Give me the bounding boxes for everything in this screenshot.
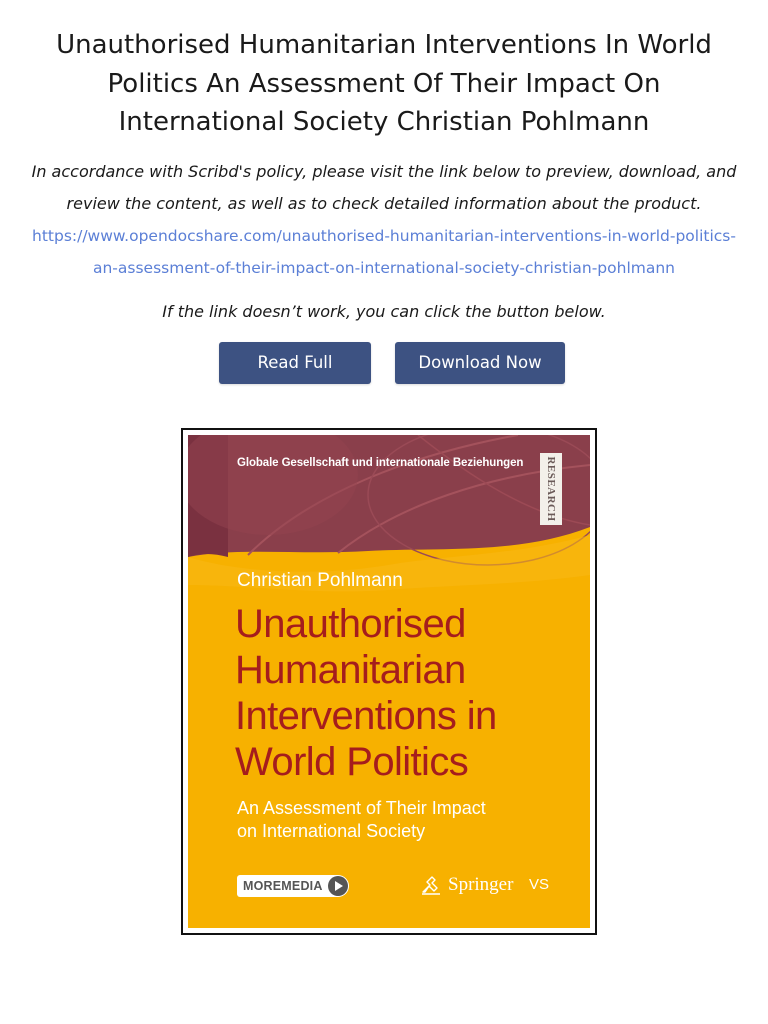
download-now-button[interactable]: Download Now — [395, 342, 565, 384]
research-badge-label: RESEARCH — [545, 456, 557, 522]
moremedia-label: MOREMEDIA — [243, 879, 323, 893]
product-link[interactable]: https://www.opendocshare.com/unauthorised-humanitarian-interventions-in-world-politics-an-assessment-of-their-impact-on-international-society-christian-pohlmann — [32, 227, 736, 277]
page-title: Unauthorised Humanitarian Interventions In World Politics An Assessment Of Their Impact On International Society Christian Pohlmann — [56, 30, 712, 137]
fallback-text: If the link doesn’t work, you can click the button below. — [162, 302, 606, 321]
policy-notice: In accordance with Scribd's policy, please visit the link below to preview, download, and review the content, as well as to check detailed information about the product. — [31, 162, 737, 213]
series-title: Globale Gesellschaft und internationale Beziehungen — [237, 457, 524, 469]
read-full-button[interactable]: Read Full — [219, 342, 371, 384]
book-cover-frame — [181, 428, 597, 935]
publisher-imprint: VS — [529, 876, 550, 893]
moremedia-badge — [237, 875, 349, 897]
publisher-name: Springer — [448, 874, 514, 895]
research-badge — [540, 453, 562, 525]
play-icon — [328, 876, 348, 896]
cover-subtitle: An Assessment of Their Impact on International Society — [237, 798, 486, 841]
cover-author: Christian Pohlmann — [237, 570, 403, 591]
book-cover — [188, 435, 590, 928]
cover-title: Unauthorised Humanitarian Interventions in World Politics — [235, 602, 497, 784]
springer-horse-icon — [420, 874, 442, 896]
